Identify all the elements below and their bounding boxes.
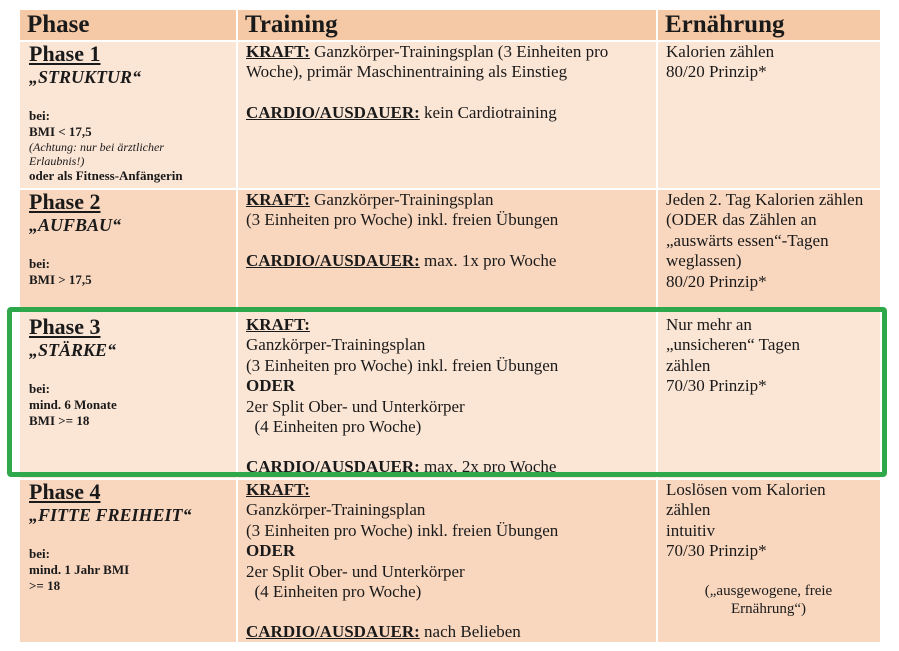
kraft-line: (4 Einheiten pro Woche) <box>246 417 422 437</box>
cardio-text: nach Belieben <box>419 622 521 642</box>
kraft-line: 2er Split Ober- und Unterkörper <box>246 561 465 581</box>
phase-1-criterion: BMI < 17,5 <box>29 124 92 139</box>
phase-3-criterion: mind. 6 Monate <box>29 397 117 412</box>
nutrition-line: Loslösen vom Kalorien zählen <box>666 480 826 520</box>
phase-4-criterion: >= 18 <box>29 578 61 593</box>
kraft-text: Ganzkörper-Trainingsplan <box>309 190 494 209</box>
phase-2-bei: bei: <box>29 256 50 271</box>
nutrition-line: Jeden 2. Tag Kalorien zählen (ODER das Zählen an „auswärts essen“-Tagen weglassen) <box>666 190 864 271</box>
nutrition-line: 80/20 Prinzip* <box>666 62 767 82</box>
nutrition-line: 80/20 Prinzip* <box>666 271 767 291</box>
phase-1-criterion-after: oder als Fitness-Anfängerin <box>29 168 183 183</box>
header-nutrition: Ernährung <box>665 11 785 38</box>
kraft-text: Ganzkörper-Trainingsplan (3 Einheiten pro Woche), primär Maschinentraining als Einstieg <box>246 42 609 82</box>
kraft-label: KRAFT: <box>246 42 310 61</box>
cardio-text: kein Cardiotraining <box>419 102 557 122</box>
kraft-line: Ganzkörper-Trainingsplan <box>246 335 426 355</box>
phase-3-subtitle: „STÄRKE“ <box>29 340 117 360</box>
phase-2-criterion: BMI > 17,5 <box>29 272 92 287</box>
table-row-phase-1 <box>20 42 880 188</box>
kraft-line: (3 Einheiten pro Woche) inkl. freien Übungen <box>246 520 559 540</box>
cardio-text: max. 1x pro Woche <box>419 250 557 270</box>
phase-4-bei: bei: <box>29 546 50 561</box>
nutrition-line: Nur mehr an „unsicheren“ Tagen zählen <box>666 315 800 375</box>
phase-4-title: Phase 4 <box>29 480 101 504</box>
kraft-line: 2er Split Ober- und Unterkörper <box>246 396 465 416</box>
training-2-cell <box>246 190 651 271</box>
header-phase: Phase <box>27 11 90 38</box>
phase-3-title: Phase 3 <box>29 315 101 339</box>
phase-1-title: Phase 1 <box>29 42 101 66</box>
phase-2-cell <box>29 190 234 288</box>
phase-2-title: Phase 2 <box>29 190 101 214</box>
cardio-label: CARDIO/AUSDAUER: <box>246 457 420 477</box>
nutrition-4-cell <box>666 480 871 618</box>
nutrition-note: („ausgewogene, freie Ernährung“) <box>704 582 833 617</box>
table-row-phase-4 <box>20 480 880 642</box>
kraft-line: Ganzkörper-Trainingsplan <box>246 500 426 520</box>
phase-4-criterion: mind. 1 Jahr BMI <box>29 562 130 577</box>
table-row-phase-2 <box>20 190 880 310</box>
phase-3-highlight-frame <box>7 307 887 477</box>
phase-3-criterion: BMI >= 18 <box>29 413 90 428</box>
kraft-line: (3 Einheiten pro Woche) inkl. freien Übungen <box>246 355 559 375</box>
phase-3-bei: bei: <box>29 381 50 396</box>
training-1-cell <box>246 42 651 123</box>
phase-2-subtitle: „AUFBAU“ <box>29 215 122 235</box>
cardio-label: CARDIO/AUSDAUER: <box>246 102 420 122</box>
header-training: Training <box>245 11 338 38</box>
kraft-label: KRAFT: <box>246 480 310 499</box>
training-4-cell <box>246 480 651 643</box>
phase-1-subtitle: „STRUKTUR“ <box>29 67 142 87</box>
kraft-line: (4 Einheiten pro Woche) <box>246 582 422 602</box>
kraft-label: KRAFT: <box>246 190 310 209</box>
cardio-label: CARDIO/AUSDAUER: <box>246 622 420 642</box>
nutrition-line: 70/30 Prinzip* <box>666 541 767 561</box>
phase-1-bei: bei: <box>29 108 50 123</box>
kraft-label: KRAFT: <box>246 315 310 334</box>
cardio-label: CARDIO/AUSDAUER: <box>246 250 420 270</box>
nutrition-line: intuitiv <box>666 520 716 540</box>
nutrition-line: 70/30 Prinzip* <box>666 376 767 396</box>
nutrition-line: Kalorien zählen <box>666 42 775 61</box>
phase-1-cell <box>29 42 234 184</box>
kraft-line: (3 Einheiten pro Woche) inkl. freien Übungen <box>246 210 559 230</box>
nutrition-1-cell <box>666 42 876 83</box>
table-header <box>20 10 880 40</box>
phase-4-cell <box>29 480 234 594</box>
phase-1-note: (Achtung: nur bei ärztlicher Erlaubnis!) <box>29 140 164 168</box>
cardio-text: max. 2x pro Woche <box>419 457 557 477</box>
phase-4-subtitle: „FITTE FREIHEIT“ <box>29 505 192 525</box>
nutrition-2-cell <box>666 190 876 310</box>
oder-label: ODER <box>246 376 296 396</box>
oder-label: ODER <box>246 541 296 561</box>
